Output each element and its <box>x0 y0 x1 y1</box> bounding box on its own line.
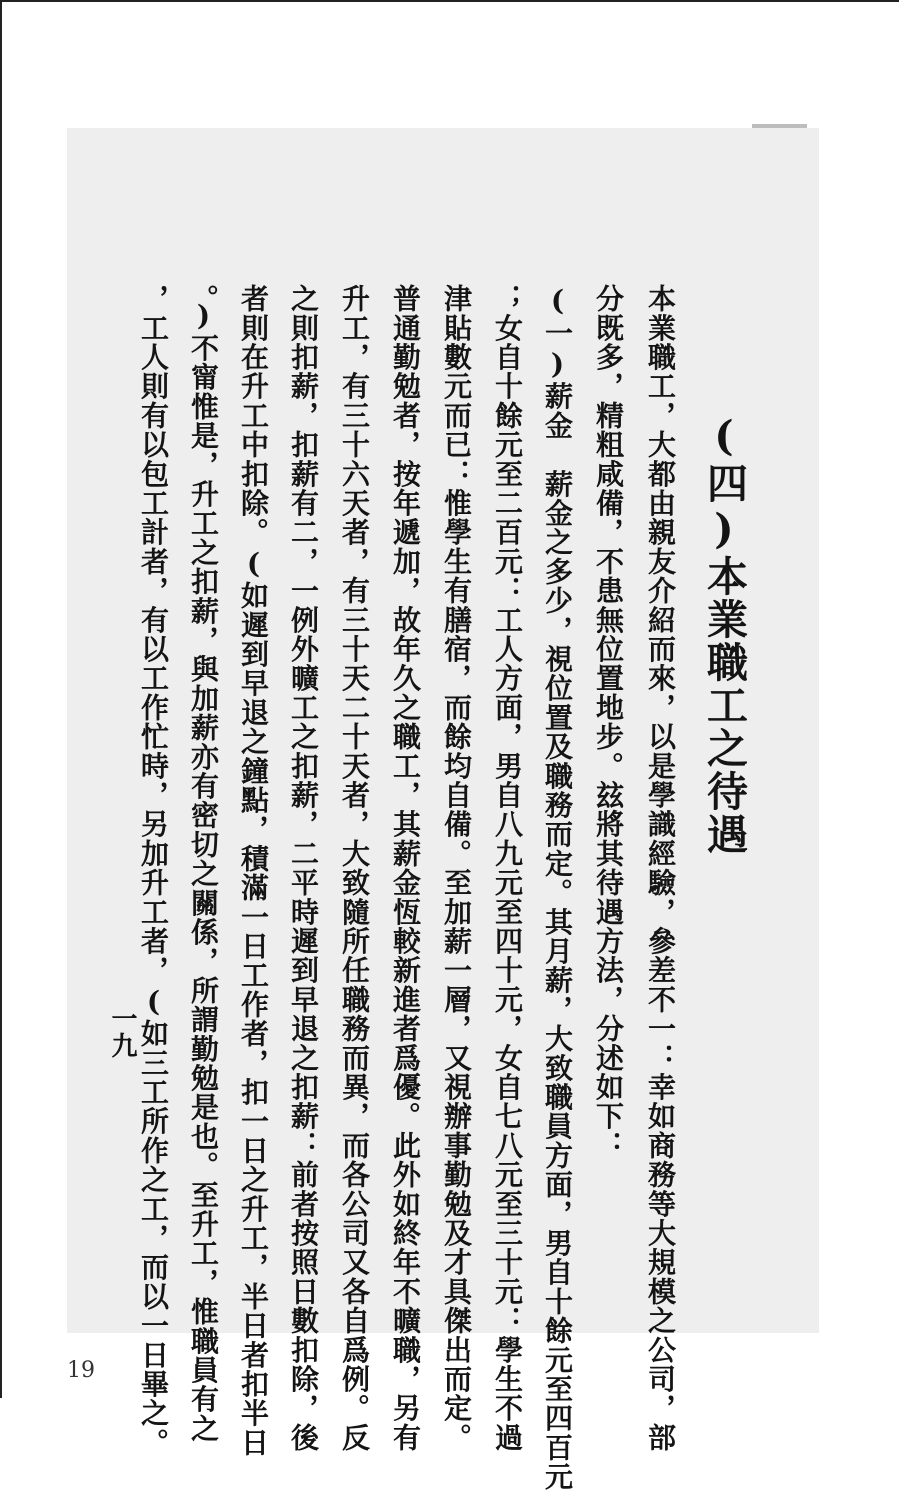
text-column-9: 者則在升工中扣除。(如遲到早退之鐘點，積滿一日工作者，扣一日之升工，半日者扣半日 <box>237 284 270 1457</box>
text-column-4: ；女自十餘元至二百元：工人方面，男自八九元至四十元，女自七八元至三十元：學生不過 <box>491 284 524 1452</box>
text-column-1: 本業職工，大都由親友介紹而來，以是學識經驗，參差不一：幸如商務等大規模之公司，部 <box>644 284 677 1452</box>
text-column-5: 津貼數元而已：惟學生有膳宿，而餘均自備。至加薪一層，又視辦事勤勉及才具傑出而定。 <box>440 284 473 1452</box>
text-column-10: 。)不甯惟是，升工之扣薪，與加薪亦有密切之關係，所謂勤勉是也。至升工，惟職員有之 <box>187 284 220 1443</box>
text-column-6: 普通勤勉者，按年遞加，故年久之職工，其薪金恆較新進者爲優。此外如終年不曠職，另有 <box>389 284 422 1452</box>
text-column-11: ，工人則有以包工計者，有以工作忙時，另加升工者，(如三工所作之工，而以一日畢之。 <box>137 284 170 1457</box>
text-column-8: 之則扣薪，扣薪有二，一例外曠工之扣薪，二平時遲到早退之扣薪：前者按照日數扣除，後 <box>287 284 320 1452</box>
section-heading: (四)本業職工之待遇 <box>700 412 748 856</box>
page-number-chinese: 一九 <box>107 1005 137 1060</box>
text-column-3: (一)薪金 薪金之多少，視位置及職務而定。其月薪，大致職員方面，男自十餘元至四百元 <box>541 284 574 1491</box>
page-number: 19 <box>67 1358 95 1383</box>
frame-left-border <box>0 0 2 1398</box>
text-column-7: 升工，有三十六天者，有三十天二十天者，大致隨所任職務而異，而各公司又各自爲例。反 <box>338 284 371 1452</box>
frame-top-border <box>0 0 899 2</box>
scan-edge-mark <box>752 124 807 128</box>
text-column-2: 分既多，精粗咸備，不患無位置地步。玆將其待遇方法，分述如下： <box>592 284 625 1160</box>
